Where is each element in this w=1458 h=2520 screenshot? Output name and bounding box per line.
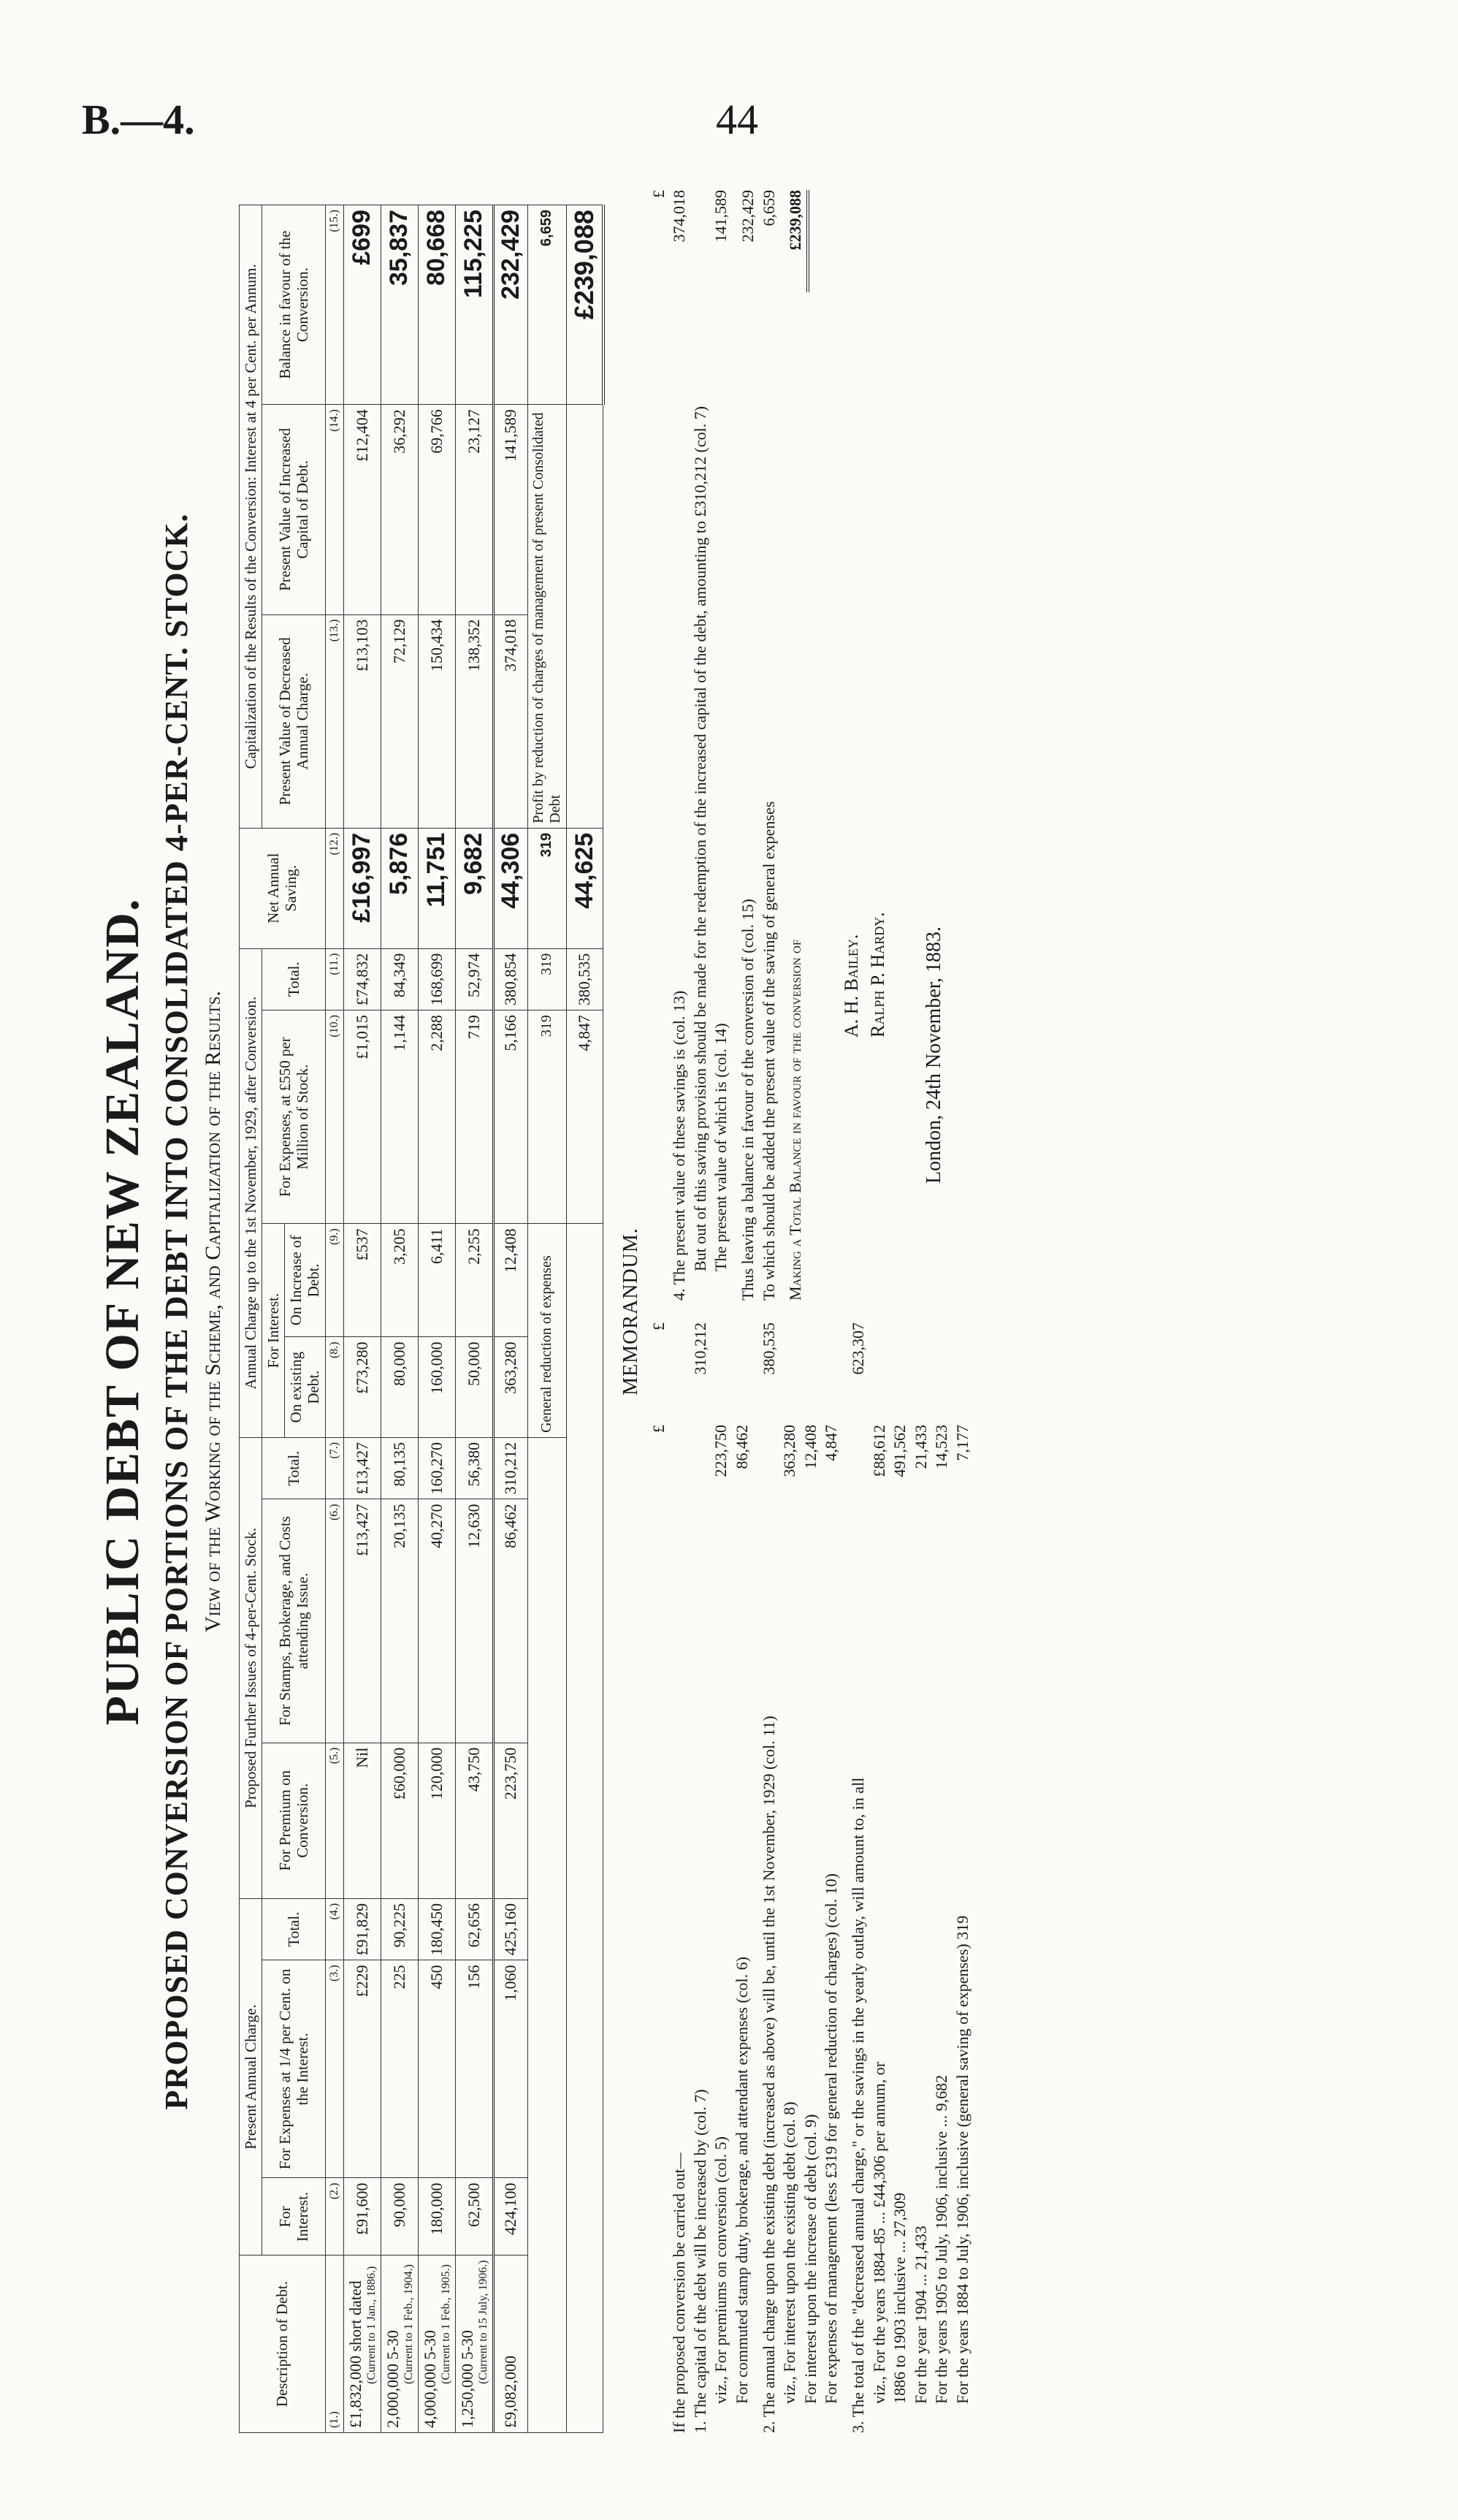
col-header-3: For Expenses at 1/4 per Cent. on the Interest. <box>262 1960 325 2178</box>
memorandum-right-column: £ 4. The present value of these savings is (col. 13) 374,018 But out of this saving provision should be made for the redemption of the increased capital of the debt, amounting to £310,212 (col. 7) The present value of which is (col. 14) 141,589 Thus leaving a balance in favour of the conversion of (col. 15) 232,429 To which should be added the present value of the saving of general expenses 6,659 Making a Total Balance in favour of the conversion of £239,088 A. H. Bailey. Ralph P. Hardy. London, 24th November, 1883. <box>649 190 974 1301</box>
group-annual-charge: Annual Charge up to the 1st November, 1929, after Conversion. <box>240 948 262 1437</box>
table-row: 1,250,000 5-30 (Current to 15 July, 1906.) 62,500 156 62,656 43,750 12,630 56,380 50,000 2,255 719 52,974 9,682 138,352 23,127 115,225 <box>455 205 493 2433</box>
col-header-1: Description of Debt. <box>240 2256 326 2433</box>
col-header-4: Total. <box>262 1898 325 1960</box>
col-header-2: For Interest. <box>262 2178 325 2256</box>
document-code: B.—4. <box>82 96 195 143</box>
totals-row: £9,082,000 424,100 1,060 425,160 223,750 86,462 310,212 363,280 12,408 5,166 380,854 44,306 374,018 141,589 232,429 <box>493 205 527 2433</box>
group-capitalization: Capitalization of the Results of the Conversion: Interest at 4 per Cent. per Annum. <box>240 205 262 829</box>
memorandum-title: MEMORANDUM. <box>619 1227 642 1396</box>
memorandum-left-column: £ £ If the proposed conversion be carried out— 1. The capital of the debt will be increased by (col. 7) 310,212 viz., For premiums on conversion (col. 5) 223,750 For commuted stamp duty, brokerage, and attendant expenses (col. 6) 86,462 2. The annual charge upon the existing debt (increased as above) will be, until the 1st November, 1929 (col. 11) 380,535 viz., For interest upon the existing debt (col. 8) 363,280 For interest upon the increase of debt (col. 9) 12,408 For expenses of management (less £319 for general reduction of charges) (col. 10) 4,847 3. The total of the "decreased annual charge," or the savings in the yearly outlay, will amount to, in all 623,307 viz., For the years 1884–85 ... £44,306 per annum, or £88,612 1886 to 1903 inclusive ... 27,309 491,562 For the year 1904 ... 21,433 21,433 For the years 1905 to July, 1906, inclusive ... 9,682 14,523 For the years 1884 to July, 1906, inclusive (general saving of expenses) 319 7,177 <box>649 1322 972 2433</box>
table-row: £1,832,000 short dated (Current to 1 Jan., 1886.) £91,600 £229 £91,829 Nil £13,427 £13,427 £73,280 £537 £1,015 £74,832 £16,997 £13,103 £12,404 £699 <box>343 205 381 2433</box>
reduction-row: General reduction of expenses 319 319 319 Profit by reduction of charges of management of present Consolidated Debt 6,659 <box>527 205 566 2433</box>
group-for-interest: For Interest. <box>262 1224 285 1438</box>
rotated-page-content <box>95 190 1395 2433</box>
page-caption: View of the Working of the Scheme, and Capitalization of the Results. <box>201 991 225 1632</box>
col-header-8: On existing Debt. <box>285 1337 325 1438</box>
page-title: PUBLIC DEBT OF NEW ZEALAND. <box>96 897 149 1726</box>
col-header-10: For Expenses, at £550 per Million of Stock. <box>262 1010 325 1224</box>
col-header-15: Balance in favour of the Conversion. <box>262 205 325 405</box>
memorandum <box>649 190 974 2433</box>
table-row: 2,000,000 5-30 (Current to 1 Feb., 1904.) 90,000 225 90,225 £60,000 20,135 80,135 80,000 3,205 1,144 84,349 5,876 72,129 36,292 35,837 <box>381 205 418 2433</box>
memo-intro: If the proposed conversion be carried out— <box>670 2152 689 2433</box>
col-header-5: For Premium on Conversion. <box>262 1743 325 1898</box>
group-present-charge: Present Annual Charge. <box>240 1898 262 2256</box>
table-row: 4,000,000 5-30 (Current to 1 Feb., 1905.) 180,000 450 180,450 120,000 40,270 160,270 160,000 6,411 2,288 168,699 11,751 150,434 69,766 80,668 <box>418 205 455 2433</box>
col-header-13: Present Value of Decreased Annual Charge. <box>262 614 325 828</box>
date-line: London, 24th November, 1883. <box>922 926 945 1184</box>
page-number: 44 <box>716 96 758 143</box>
col-header-7: Total. <box>262 1437 325 1499</box>
col-header-12: Net Annual Saving. <box>240 828 326 948</box>
final-totals-row: 4,847 380,535 44,625 £239,088 <box>566 205 603 2433</box>
col-header-14: Present Value of Increased Capital of Debt. <box>262 405 325 614</box>
col-header-9: On Increase of Debt. <box>285 1224 325 1337</box>
group-proposed-issues: Proposed Further Issues of 4-per-Cent. Stock. <box>240 1437 262 1898</box>
column-number-row: (1.) (2.) (3.) (4.) (5.) (6.) (7.) (8.) (9.) (10.) (11.) (12.) (13.) (14.) (15.) <box>325 205 343 2433</box>
col-header-11: Total. <box>262 948 325 1010</box>
debt-conversion-table <box>239 205 605 2433</box>
col-header-6: For Stamps, Brokerage, and Costs attending Issue. <box>262 1499 325 1743</box>
signatures: A. H. Bailey. Ralph P. Hardy. <box>840 912 889 1038</box>
page-subtitle: PROPOSED CONVERSION OF PORTIONS OF THE DEBT INTO CONSOLIDATED 4-PER-CENT. STOCK. <box>159 513 194 2110</box>
